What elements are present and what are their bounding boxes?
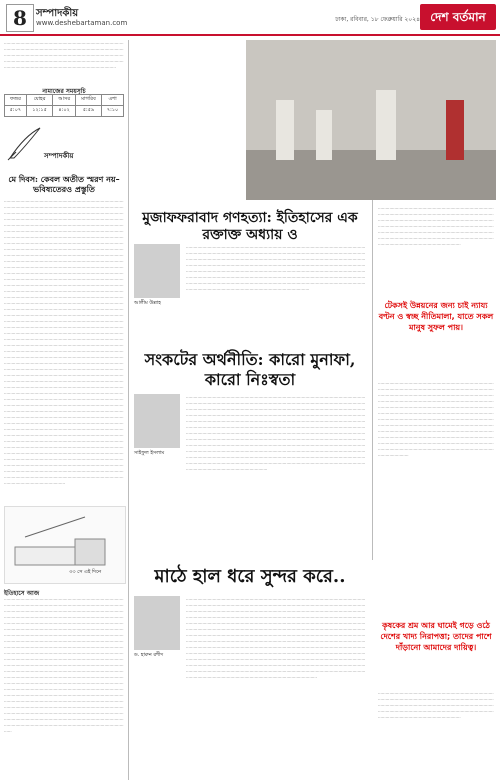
prayer-time: ৭:১০ xyxy=(102,106,124,117)
prayer-name: আসর xyxy=(53,95,75,106)
history-heading: ইতিহাসে আজ xyxy=(4,590,40,597)
editorial-label: সম্পাদকীয় xyxy=(44,152,74,160)
header-rule xyxy=(0,34,500,36)
prayer-header-row xyxy=(5,95,124,106)
prayer-name: ফজর xyxy=(5,95,27,106)
page-number: 8 xyxy=(6,4,34,32)
prayer-time: ৫:০৭ xyxy=(5,106,27,117)
article3-headline: মাঠে হাল ধরে সুন্দর করে.. xyxy=(154,566,346,587)
history-list: .......................................................................................................................................................................................................................................................................................................................................................................................................................................................................................................................................................................................................................................................................................................................................................................................................................................................................................................................................................................................................................................................................................................................................................................................................................................................................................................................................................................................................................................................................................................................................................................................................................................................................................................................................................................................................................................................................................................................................................................................................................................................................................................................................................... xyxy=(4,596,124,733)
article2-headline: সংকটের অর্থনীতি: কারো মুনাফা, কারো নিঃস্বতা xyxy=(144,350,356,389)
cartoon-caption: ৩৩ সে এই দিনে xyxy=(69,569,102,575)
prayer-time: ৫:৫৯ xyxy=(75,106,101,117)
cartoon-illustration xyxy=(4,506,126,584)
prayer-time: ৪:০২ xyxy=(53,106,75,117)
article3-body: ................................................................................................................................................................................................................................................................................................................................................................................................................................................................................................................................................................................................................................................................................................................................................................................................................................................................................................................................................................................................................................................................................................................................................................................................................................................................................................................................................................................................................................................................................................................................................................................................................................................................................................................................................................................................................................................................................................................................................................................................................ xyxy=(186,596,366,679)
right-column-text: ............................................................................................................................................................................................................................................................................................................................................................................................................................................................................................................................................................................................................................................................................................................................................................................................................................................................................................................................................................................................................................................................................................................................................................ xyxy=(378,380,494,457)
article1-author: আলীম উল্লাহ xyxy=(134,300,161,306)
newspaper-logo: দেশ বর্তমান xyxy=(420,4,496,30)
article3-pullquote: কৃষকের শ্রম আর ঘামেই গড়ে ওঠে দেশের খাদ্য নিরাপত্তা; তাদের পাশে দাঁড়ানো আমাদের দায়িত্ব। xyxy=(380,621,492,652)
prayer-times-table xyxy=(4,94,124,117)
article2-author-photo xyxy=(134,394,180,448)
section-title: সম্পাদকীয় xyxy=(36,8,79,19)
article3-author-photo xyxy=(134,596,180,650)
prayer-name: এশা xyxy=(102,95,124,106)
article3-author: ড. হারুন রশীদ xyxy=(134,652,164,658)
page-header xyxy=(0,0,500,36)
issue-date: ঢাকা, রবিবার, ১৮ ফেব্রুয়ারি ২০২৪ xyxy=(335,16,420,23)
prayer-times-title: নামাজের সময়সূচি xyxy=(42,88,86,95)
prayer-name: মাগরিব xyxy=(75,95,101,106)
left-intro-text: ................................................................................................................................................................................................................................................................................................................................................................................................................................................................................ xyxy=(4,40,124,69)
website-link[interactable]: www.deshebartaman.com xyxy=(36,19,128,27)
left-column xyxy=(4,40,124,780)
article1-body: ............................................................................................................................................................................................................................................................................................................................................................................................................................................................................................................................................................................................................................................................................................................................................................................................................................................................................................................................................................................................................................................................................................................................ xyxy=(186,244,366,291)
prayer-time-row xyxy=(5,106,124,117)
article2-pullquote: টেকসই উন্নয়নের জন্য চাই ন্যায্য বণ্টন ও স্বচ্ছ নীতিমালা, যাতে সকল মানুষ সুফল পায়। xyxy=(378,301,494,332)
article2-body: ............................................................................................................................................................................................................................................................................................................................................................................................................................................................................................................................................................................................................................................................................................................................................................................................................................................................................................................................................................................................................................................................................................................................................................................................................................................................................................................................................................................................................................................................................................................................................................................................................................................................................................................................................................................................................................ xyxy=(186,394,366,471)
editorial-headline: মে দিবস: কেবল অতীত স্মরণ নয়–ভবিষ্যতেরও প্রস্তুতি xyxy=(8,174,120,194)
column-divider xyxy=(372,200,373,560)
editorial-body: .................................................................................................................................................................................................................................................................................................................................................................................................................................................................................................................................................................................................................................................................................................................................................................................................................................................................................................................................................................................................................................................................................................................................................................................................................................................................................................................................................................................................................................................................................................................................................................................................................................................................................................................................................................................................................................................................................................................................................................................................................................................................................................................................................................................................................................................................................................................................................................................................................................................................................................................................................................................................................................................................................................................................................................................................................................................................................................................................................................................................................................................................................................................................................................................................................................................................................................................................................................................................................................................................................................................................................................................................................................................................................................................................................................................................................................................................................................................................................................................................................................................................................................................................................................................................................................................................................................................................................................................................................................................................................................................................................................................................................................................. xyxy=(4,198,124,485)
right-column-text: ............................................................................................................................................................................................................................................................................................................................................................................................................................................. xyxy=(378,690,494,719)
prayer-time: ১২:১৫ xyxy=(26,106,53,117)
column-divider xyxy=(128,40,129,780)
article1-headline: মুজাফফরাবাদ গণহত্যা: ইতিহাসের এক রক্তাক্ত অধ্যায় ও xyxy=(142,210,358,243)
right-column-text: ................................................................................................................................................................................................................................................................................................................................................................................................................................................................................................................................................................................................................................... xyxy=(378,205,494,246)
article1-main-photo xyxy=(246,40,496,200)
prayer-name: যোহর xyxy=(26,95,53,106)
article1-author-photo xyxy=(134,244,180,298)
article2-author: সাইফুল ইসলাম xyxy=(134,450,165,456)
quill-pen-icon xyxy=(4,124,44,164)
